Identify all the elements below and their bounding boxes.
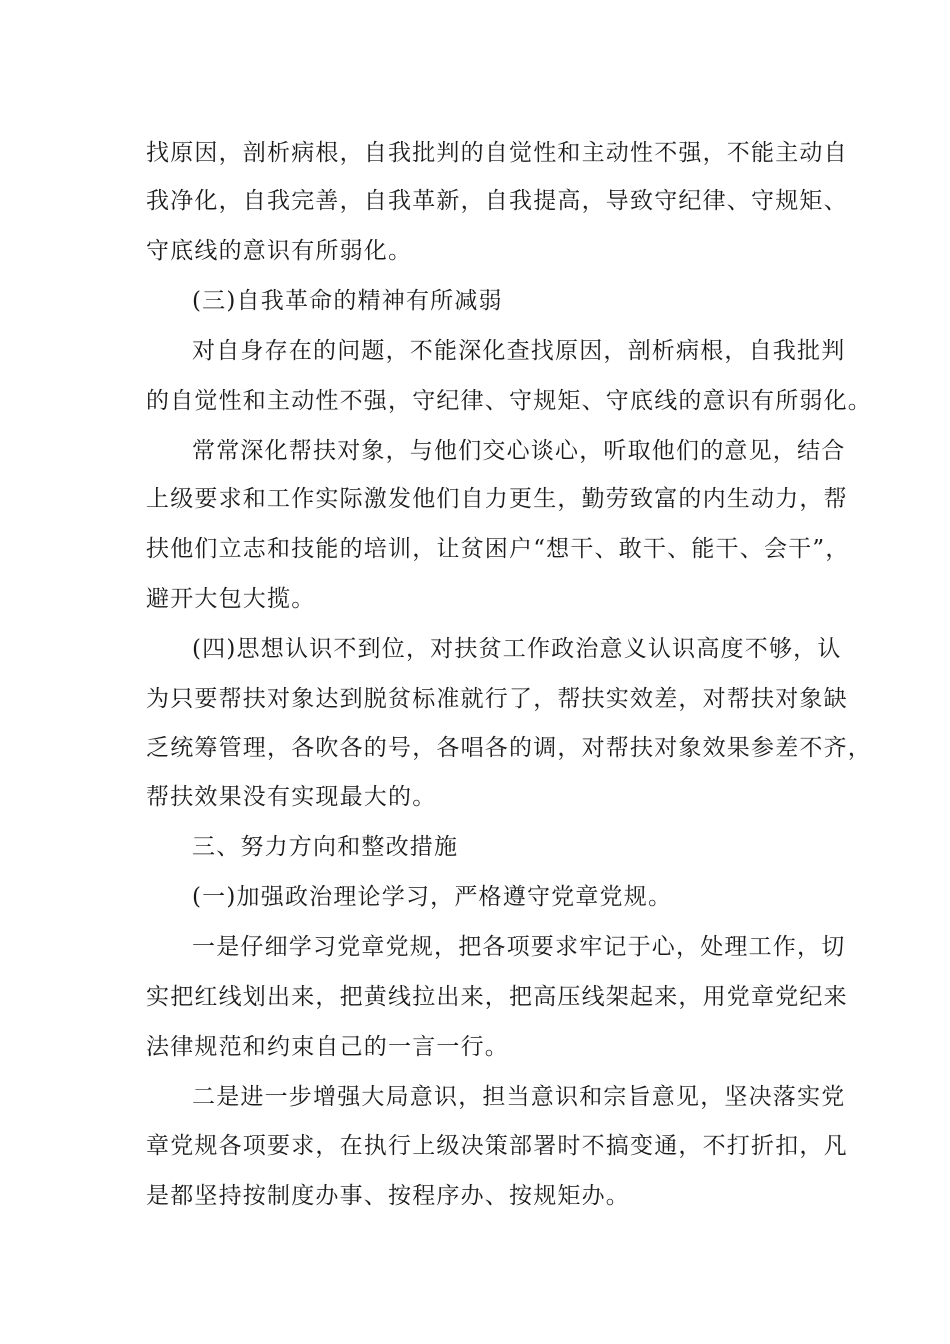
body-text-line: 避开大包大揽。 xyxy=(146,586,316,612)
body-text-line: 常常深化帮扶对象，与他们交心谈心，听取他们的意见，结合 xyxy=(192,438,846,464)
section-heading: 三、努力方向和整改措施 xyxy=(192,834,459,860)
body-text-line: 找原因，剖析病根，自我批判的自觉性和主动性不强，不能主动自 xyxy=(146,140,848,166)
body-text-line: 守底线的意识有所弱化。 xyxy=(146,238,413,264)
body-text-line: 我净化，自我完善，自我革新，自我提高，导致守纪律、守规矩、 xyxy=(146,188,848,214)
body-text-line: 二是进一步增强大局意识，担当意识和宗旨意见，坚决落实党 xyxy=(192,1084,846,1110)
body-text-line: 一是仔细学习党章党规，把各项要求牢记于心，处理工作，切 xyxy=(192,934,846,960)
body-text-line: 为只要帮扶对象达到脱贫标准就行了，帮扶实效差，对帮扶对象缺 xyxy=(146,686,848,712)
body-text-line: 的自觉性和主动性不强，守纪律、守规矩、守底线的意识有所弱化。 xyxy=(146,388,872,414)
body-text-line: 上级要求和工作实际激发他们自力更生，勤劳致富的内生动力，帮 xyxy=(146,486,848,512)
body-text-line: 乏统筹管理，各吹各的号，各唱各的调，对帮扶对象效果参差不齐， xyxy=(146,735,872,761)
body-text-line: 帮扶效果没有实现最大的。 xyxy=(146,784,437,810)
section-heading: (一)加强政治理论学习，严格遵守党章党规。 xyxy=(192,884,673,910)
body-text-line: 扶他们立志和技能的培训，让贫困户“想干、敢干、能干、会干”， xyxy=(146,536,850,562)
body-text-line: 实把红线划出来，把黄线拉出来，把高压线架起来，用党章党纪来 xyxy=(146,984,848,1010)
section-heading: (四)思想认识不到位，对扶贫工作政治意义认识高度不够，认 xyxy=(192,636,842,662)
body-text-line: 法律规范和约束自己的一言一行。 xyxy=(146,1034,509,1060)
body-text-line: 对自身存在的问题，不能深化查找原因，剖析病根，自我批判 xyxy=(192,338,846,364)
body-text-line: 是都坚持按制度办事、按程序办、按规矩办。 xyxy=(146,1183,630,1209)
body-text-line: 章党规各项要求，在执行上级决策部署时不搞变通，不打折扣，凡 xyxy=(146,1133,848,1159)
section-heading: (三)自我革命的精神有所减弱 xyxy=(192,288,503,314)
